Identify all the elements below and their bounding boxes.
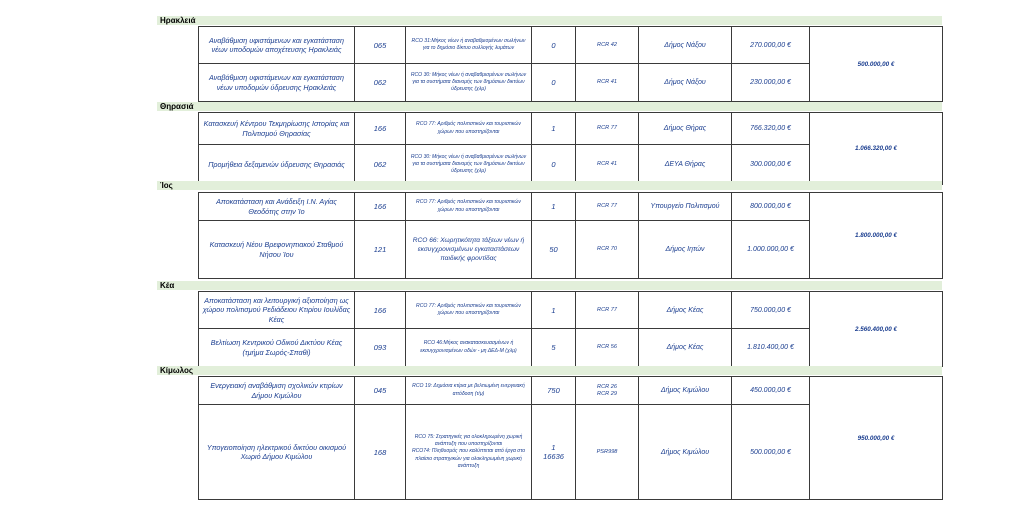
table-row bbox=[199, 377, 943, 405]
target-value: 5 bbox=[532, 329, 576, 367]
project-amount: 1.000.000,00 € bbox=[732, 221, 810, 279]
project-title: Αποκατάσταση και λειτουργική αξιοποίηση ως χώρου πολιτισμού Ρεδιάδειου Κτιρίου Ιουλίδας Κέας bbox=[199, 292, 355, 329]
intervention-code: 045 bbox=[355, 377, 406, 405]
beneficiary: Δήμος Κέας bbox=[639, 329, 732, 367]
region-header-bar bbox=[157, 366, 942, 375]
result-indicator: RCR 41 bbox=[576, 145, 639, 185]
project-amount: 500.000,00 € bbox=[732, 405, 810, 500]
project-amount: 230.000,00 € bbox=[732, 64, 810, 102]
output-indicator: RCO 30: Μήκος νέων ή αναβαθμισμένων σωλήνων για τα συστήματα διανομής των δημόσιων δικτύων ύδρευσης (χλμ) bbox=[406, 145, 532, 185]
intervention-code: 166 bbox=[355, 193, 406, 221]
result-indicator: RCR 77 bbox=[576, 193, 639, 221]
project-amount: 270.000,00 € bbox=[732, 27, 810, 64]
output-indicator: RCO 75: Στρατηγικές για ολοκληρωμένη χωρική ανάπτυξη που υποστηρίζονται RCO74: Πληθυσμός που καλύπτεται από έργα στο πλαίσιο στρατηγικών για ολοκληρωμένη χωρική ανάπτυξη bbox=[406, 405, 532, 500]
project-amount: 300.000,00 € bbox=[732, 145, 810, 185]
region-name: Ίος bbox=[160, 181, 173, 190]
region-name: Κέα bbox=[160, 281, 175, 290]
target-value: 1 bbox=[532, 292, 576, 329]
project-title: Αναβάθμιση υφιστάμενων και εγκατάσταση νέων υποδομών ύδρευσης Ηρακλειάς bbox=[199, 64, 355, 102]
region-total: 500.000,00 € bbox=[810, 27, 943, 102]
intervention-code: 166 bbox=[355, 113, 406, 145]
project-title: Κατασκευή Νέου Βρεφονηπιακού Σταθμού Νήσου Ίου bbox=[199, 221, 355, 279]
output-indicator: RCO 31:Μήκος νέων ή αναβαθμισμένων σωλήνων για το δημόσιο δίκτυο συλλογής λυμάτων bbox=[406, 27, 532, 64]
output-indicator: RCO 66: Χωρητικότητα τάξεων νέων ή εκσυγχρονισμένων εγκαταστάσεων παιδικής φροντίδας bbox=[406, 221, 532, 279]
region-header-bar bbox=[157, 102, 942, 111]
region-header-bar bbox=[157, 16, 942, 25]
region-header-bar bbox=[157, 281, 942, 290]
output-indicator: RCO 30: Μήκος νέων ή αναβαθμισμένων σωλήνων για τα συστήματα διανομής των δημόσιων δικτύων ύδρευσης (χλμ) bbox=[406, 64, 532, 102]
intervention-code: 093 bbox=[355, 329, 406, 367]
region-projects-table bbox=[198, 291, 943, 367]
region-name: Κίμωλος bbox=[160, 366, 194, 375]
beneficiary: Δήμος Κιμώλου bbox=[639, 377, 732, 405]
project-amount: 800.000,00 € bbox=[732, 193, 810, 221]
intervention-code: 062 bbox=[355, 64, 406, 102]
region-projects-table bbox=[198, 192, 943, 279]
intervention-code: 065 bbox=[355, 27, 406, 64]
beneficiary: Δήμος Θήρας bbox=[639, 113, 732, 145]
region-total: 950.000,00 € bbox=[810, 377, 943, 500]
result-indicator: RCR 26 RCR 29 bbox=[576, 377, 639, 405]
project-title: Κατασκευή Κέντρου Τεκμηρίωσης Ιστορίας και Πολιτισμού Θηρασίας bbox=[199, 113, 355, 145]
project-title: Αποκατάσταση και Ανάδειξη Ι.Ν. Αγίας Θεοδότης στην Ίο bbox=[199, 193, 355, 221]
result-indicator: RCR 41 bbox=[576, 64, 639, 102]
output-indicator: RCO 46:Μήκος ανακατασκευασμένων ή εκσυγχρονισμένων οδών - μη ΔΕΔ-Μ (χλμ) bbox=[406, 329, 532, 367]
beneficiary: Δήμος Κέας bbox=[639, 292, 732, 329]
target-value: 0 bbox=[532, 64, 576, 102]
table-row bbox=[199, 27, 943, 64]
beneficiary: Δήμος Ιητών bbox=[639, 221, 732, 279]
target-value: 750 bbox=[532, 377, 576, 405]
result-indicator: RCR 77 bbox=[576, 292, 639, 329]
beneficiary: Δήμος Νάξου bbox=[639, 64, 732, 102]
project-amount: 766.320,00 € bbox=[732, 113, 810, 145]
output-indicator: RCO 19: Δημόσια κτίρια με βελτιωμένη ενεργειακή απόδοση (τ/μ) bbox=[406, 377, 532, 405]
region-projects-table bbox=[198, 26, 943, 102]
project-amount: 450.000,00 € bbox=[732, 377, 810, 405]
region-name: Θηρασιά bbox=[160, 102, 194, 111]
result-indicator: RCR 70 bbox=[576, 221, 639, 279]
table-row bbox=[199, 113, 943, 145]
intervention-code: 166 bbox=[355, 292, 406, 329]
output-indicator: RCO 77: Αριθμός πολιτιστικών και τουριστικών χώρων που υποστηρίζονται bbox=[406, 193, 532, 221]
table-row bbox=[199, 292, 943, 329]
intervention-code: 121 bbox=[355, 221, 406, 279]
target-value: 1 bbox=[532, 193, 576, 221]
region-name: Ηρακλειά bbox=[160, 16, 196, 25]
target-value: 0 bbox=[532, 27, 576, 64]
result-indicator: RCR 77 bbox=[576, 113, 639, 145]
project-amount: 1.810.400,00 € bbox=[732, 329, 810, 367]
target-value: 1 bbox=[532, 113, 576, 145]
result-indicator: RCR 42 bbox=[576, 27, 639, 64]
target-value: 1 16636 bbox=[532, 405, 576, 500]
output-indicator: RCO 77: Αριθμός πολιτιστικών και τουριστικών χώρων που υποστηρίζονται bbox=[406, 113, 532, 145]
project-amount: 750.000,00 € bbox=[732, 292, 810, 329]
target-value: 0 bbox=[532, 145, 576, 185]
table-row bbox=[199, 193, 943, 221]
result-indicator: PSR998 bbox=[576, 405, 639, 500]
region-total: 2.560.400,00 € bbox=[810, 292, 943, 367]
beneficiary: Υπουργείο Πολιτισμού bbox=[639, 193, 732, 221]
region-projects-table bbox=[198, 376, 943, 500]
target-value: 50 bbox=[532, 221, 576, 279]
intervention-code: 168 bbox=[355, 405, 406, 500]
project-title: Ενεργειακή αναβάθμιση σχολικών κτιρίων Δήμου Κιμώλου bbox=[199, 377, 355, 405]
region-header-bar bbox=[157, 181, 942, 190]
intervention-code: 062 bbox=[355, 145, 406, 185]
output-indicator: RCO 77: Αριθμός πολιτιστικών και τουριστικών χώρων που υποστηρίζονται bbox=[406, 292, 532, 329]
result-indicator: RCR 56 bbox=[576, 329, 639, 367]
region-total: 1.800.000,00 € bbox=[810, 193, 943, 279]
beneficiary: Δήμος Νάξου bbox=[639, 27, 732, 64]
project-title: Υπογειοποίηση ηλεκτρικού δικτύου οικισμού Χωριό Δήμου Κιμώλου bbox=[199, 405, 355, 500]
region-projects-table bbox=[198, 112, 943, 185]
project-title: Προμήθεια δεξαμενών ύδρευσης Θηρασιάς bbox=[199, 145, 355, 185]
project-title: Βελτίωση Κεντρικού Οδικού Δικτύου Κέας (τμήμα Σωρός-Σπαθί) bbox=[199, 329, 355, 367]
beneficiary: ΔΕΥΑ Θήρας bbox=[639, 145, 732, 185]
project-title: Αναβάθμιση υφιστάμενων και εγκατάσταση νέων υποδομών αποχέτευσης Ηρακλειάς bbox=[199, 27, 355, 64]
region-total: 1.066.320,00 € bbox=[810, 113, 943, 185]
beneficiary: Δήμος Κιμώλου bbox=[639, 405, 732, 500]
